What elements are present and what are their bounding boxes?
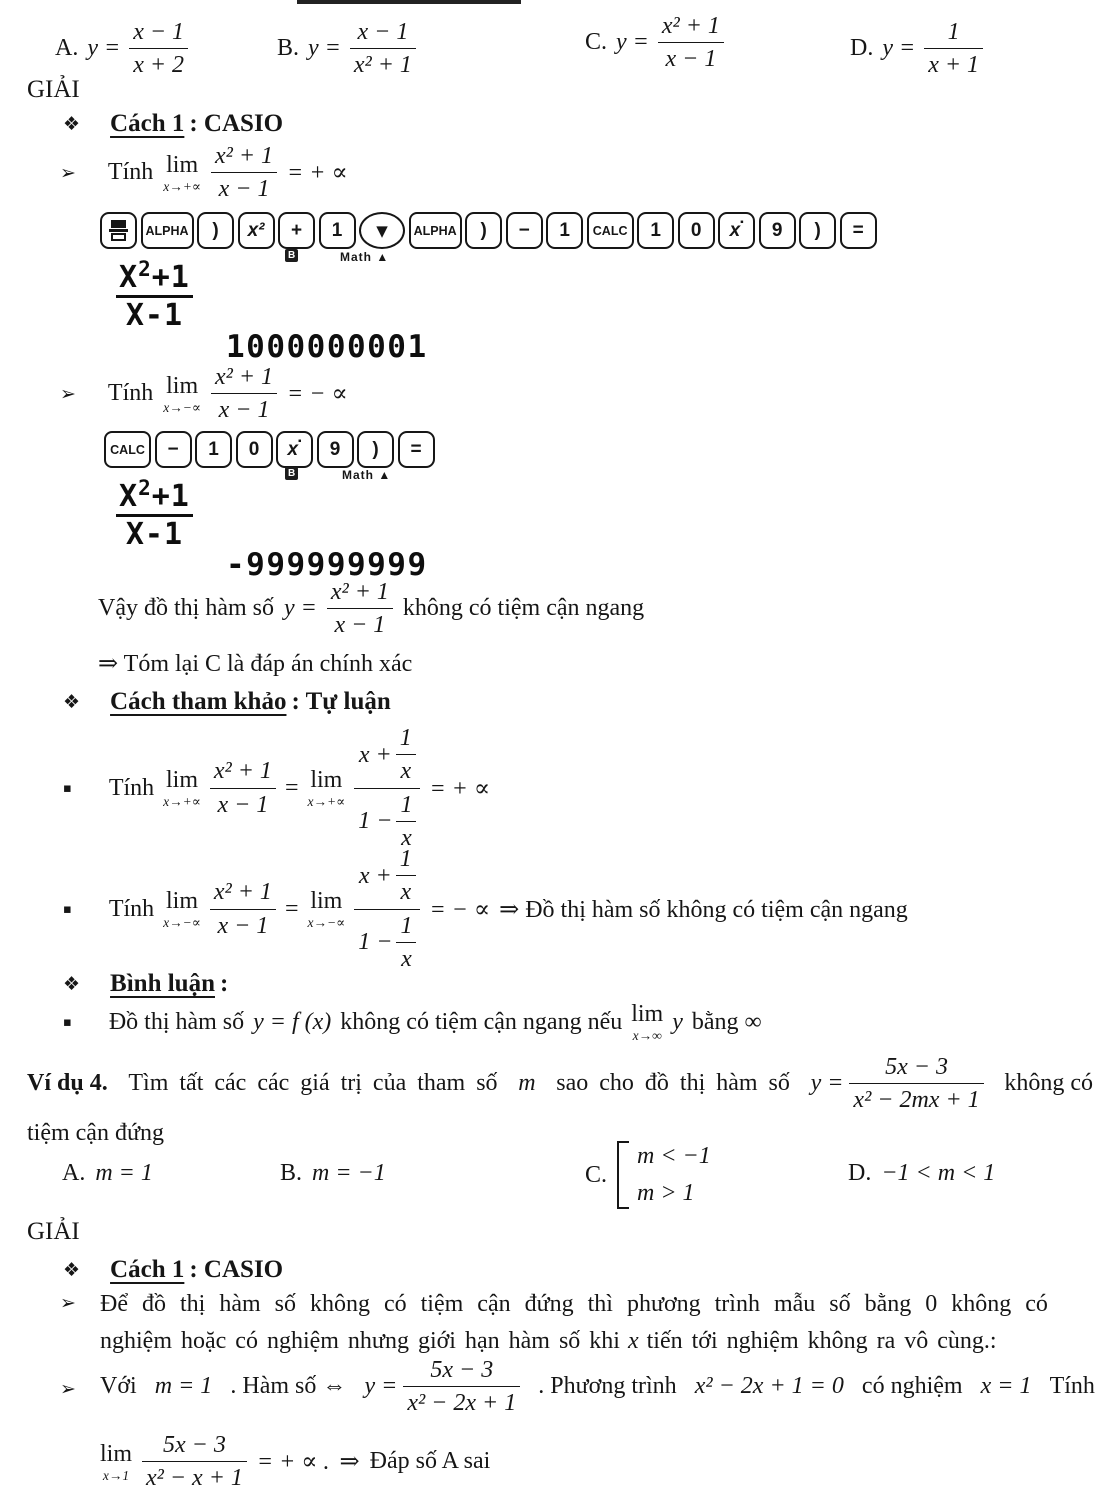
- parameter-m: m: [518, 1070, 536, 1097]
- equals-sign: =: [284, 895, 299, 922]
- equation-lhs: y =: [616, 29, 649, 56]
- inner-fraction: $\frac{1}{x}$: [396, 724, 416, 786]
- square-bullet-icon: ▪: [63, 901, 72, 917]
- compute-label: Tính: [107, 159, 154, 186]
- equals-key: =: [398, 431, 435, 468]
- option-label: D.: [848, 1160, 872, 1186]
- condition-line-2: nghiệm hoặc có nghiệm nhưng giới hạn hàm số khi x tiến tới nghiệm không ra vô cùng.:: [100, 1328, 997, 1354]
- text: có nghiệm: [861, 1373, 963, 1400]
- limit-result: = + ∝: [429, 775, 491, 802]
- option-label: A.: [55, 35, 79, 62]
- fraction: $\frac{\text{x² + 1}}{x - 1}$: [210, 878, 276, 940]
- answer-option-a: [62, 1160, 153, 1187]
- down-arrow-key: ▼: [359, 212, 405, 249]
- method-suffix: :: [219, 970, 229, 997]
- fraction: $\frac{5x - 3}{\text{x² − 2x + 1}}$: [403, 1356, 520, 1418]
- with-label: Với: [100, 1373, 137, 1400]
- square-bullet-icon: ▪: [63, 780, 72, 796]
- casio-key-row-1: [100, 212, 877, 249]
- minus-key: −: [155, 431, 192, 468]
- x-power-key: x ▪: [276, 431, 313, 468]
- limit-result: = − ∝: [287, 381, 348, 408]
- arrow-bullet-icon: ➢: [60, 382, 76, 405]
- answer-option-b: [277, 18, 416, 80]
- plus-key: +: [278, 212, 315, 249]
- limit-expression: lim x→+∝: [163, 766, 201, 809]
- inner-fraction: $\frac{1}{x}$: [396, 845, 416, 907]
- root-value: x = 1: [980, 1373, 1032, 1400]
- one-key: 1: [195, 431, 232, 468]
- square-bullet-icon: ▪: [63, 1014, 72, 1030]
- limit-result: = + ∝: [287, 160, 348, 187]
- zero-key: 0: [678, 212, 715, 249]
- text: . Hàm số ⇔: [230, 1373, 347, 1400]
- conclusion-line: [98, 578, 644, 640]
- nine-key: 9: [759, 212, 796, 249]
- limit-expression: lim x→1: [100, 1440, 133, 1483]
- condition-line-1: Để đồ thị hàm số không có tiệm cận đứng thì phương trình mẫu số bằng 0 không có: [100, 1291, 1048, 1317]
- equals-sign: =: [284, 774, 299, 801]
- equation-lhs: y =: [308, 35, 341, 62]
- alpha-key: ALPHA: [409, 212, 462, 249]
- calc-flag-b: B: [285, 249, 298, 262]
- arrow-bullet-icon: ➢: [60, 1292, 76, 1314]
- y-variable: y: [672, 1008, 683, 1035]
- case-bracket: [617, 1141, 629, 1209]
- calculator-display-expression: $X^2+1$ X-1: [116, 258, 193, 331]
- function-expression: y = $\frac{5x - 3}{\text{x² − 2x + 1}}$: [364, 1356, 520, 1418]
- calc-flag-math: Math ▲: [340, 250, 390, 264]
- method3-header: [63, 1256, 283, 1284]
- equals-key: =: [840, 212, 877, 249]
- function-notation: y = f (x): [253, 1008, 332, 1035]
- answer-a-wrong-text: Đáp số A sai: [369, 1448, 491, 1475]
- fraction-template-icon: [109, 220, 128, 242]
- statement-text: không có: [1004, 1070, 1093, 1097]
- example4-statement: [27, 1053, 1093, 1115]
- calculator-display-result-plus: 1000000001: [226, 329, 428, 365]
- essay-step-plus-infinity: [63, 724, 490, 852]
- method-suffix: : Tự luận: [291, 688, 391, 715]
- quadratic-equation: x² − 2x + 1 = 0: [694, 1373, 844, 1400]
- limit-result: = − ∝: [429, 896, 491, 923]
- limit-expression: lim x→−∝: [163, 887, 201, 930]
- page-top-crop-artifact: [297, 0, 521, 4]
- option-value: −1 < m < 1: [881, 1160, 996, 1186]
- calculator-display-expression: $X^2+1$ X-1: [116, 477, 193, 550]
- comment-pre: Đồ thị hàm số: [108, 1008, 245, 1035]
- close-paren-key: ): [357, 431, 394, 468]
- limit-expression: lim x→+∝: [163, 151, 201, 194]
- diamond-bullet-icon: ❖: [63, 113, 81, 135]
- close-paren-key: ): [197, 212, 234, 249]
- fraction-template-key: [100, 212, 137, 249]
- diamond-bullet-icon: ❖: [63, 1259, 81, 1281]
- one-key: 1: [319, 212, 356, 249]
- limit-expression: lim x→−∝: [163, 372, 201, 415]
- conclusion-post: không có tiệm cận ngang: [402, 595, 645, 622]
- casio-step-plus-infinity: [60, 142, 348, 204]
- case-m-equals-1-line: [100, 1356, 1095, 1418]
- option-label: B.: [280, 1160, 303, 1186]
- method-suffix: : CASIO: [189, 1256, 284, 1283]
- final-limit-line: [100, 1431, 490, 1493]
- comment-item: [63, 1002, 762, 1043]
- compound-fraction: x + $\frac{1}{x}$ 1 − $\frac{1}{x}$: [354, 845, 420, 973]
- minus-key: −: [506, 212, 543, 249]
- fraction: $\frac{\text{x² + 1}}{x - 1}$: [211, 363, 277, 425]
- one-key: 1: [637, 212, 674, 249]
- method-title: Cách 1: [110, 1256, 185, 1283]
- limit-expression: lim x→−∝: [307, 887, 346, 930]
- method2-header: [63, 688, 391, 716]
- conclusion-pre: Vậy đồ thị hàm số: [98, 595, 274, 622]
- calc-flag-b: B: [285, 467, 298, 480]
- answer-option-c: [585, 12, 724, 74]
- compute-label: Tính: [108, 895, 155, 922]
- case-values: m < −1 m > 1: [637, 1143, 711, 1206]
- answer-option-c: [585, 1141, 711, 1209]
- calculator-display-result-minus: -999999999: [226, 547, 428, 583]
- fraction: $\frac{\text{x² + 1}}{x - 1}$: [211, 142, 277, 204]
- answer-option-d: [848, 1160, 995, 1187]
- implies-arrow: ⇒: [339, 1449, 360, 1476]
- method-suffix: : CASIO: [189, 110, 284, 137]
- method-title: Cách 1: [110, 110, 185, 137]
- option-label: B.: [277, 35, 300, 62]
- compound-fraction: x + $\frac{1}{x}$ 1 − $\frac{1}{x}$: [354, 724, 420, 852]
- fraction: $\frac{5x - 3}{\text{x² − x + 1}}$: [142, 1431, 247, 1493]
- equation-lhs: y =: [882, 35, 916, 62]
- arrow-bullet-icon: ➢: [60, 161, 76, 184]
- option-value: m = 1: [95, 1160, 153, 1186]
- fraction: $\frac{x - 1}{\text{x² + 1}}$: [350, 18, 416, 80]
- function-expression: y = $\frac{5x - 3}{\text{x² − 2mx + 1}}$: [811, 1053, 984, 1115]
- statement-text: Tìm tất các các giá trị của tham số: [128, 1070, 498, 1097]
- example-title: Ví dụ 4.: [27, 1070, 108, 1097]
- arrow-bullet-icon: ➢: [60, 1378, 76, 1400]
- diamond-bullet-icon: ❖: [63, 973, 81, 995]
- x-squared-key: x²: [238, 212, 275, 249]
- comment-tail: bằng ∞: [691, 1008, 762, 1035]
- close-paren-key: ): [799, 212, 836, 249]
- option-value: m = −1: [312, 1160, 386, 1186]
- solution-heading: GIẢI: [27, 1218, 80, 1245]
- limit-result: = + ∝ .: [256, 1449, 330, 1476]
- answer-option-d: [850, 18, 983, 80]
- nine-key: 9: [317, 431, 354, 468]
- method-title: Bình luận: [110, 970, 215, 997]
- x-power-key: x ▪: [718, 212, 755, 249]
- comment-header: [63, 970, 228, 998]
- answer-option-b: [280, 1160, 386, 1187]
- equation-lhs: y =: [283, 595, 317, 622]
- casio-step-minus-infinity: [60, 363, 348, 425]
- fraction: $\frac{x - 1}{x + 2}$: [129, 18, 188, 80]
- alpha-key: ALPHA: [141, 212, 194, 249]
- solution-heading: GIẢI: [27, 76, 80, 103]
- fraction: $\frac{5x - 3}{\text{x² − 2mx + 1}}$: [849, 1053, 983, 1115]
- text: . Phương trình: [538, 1373, 677, 1400]
- option-label: A.: [62, 1160, 86, 1186]
- no-asymptote-implication: ⇒ Đồ thị hàm số không có tiệm cận ngang: [499, 896, 908, 923]
- equation-lhs: y =: [87, 35, 121, 62]
- calc-key: CALC: [587, 212, 634, 249]
- inner-fraction: $\frac{1}{x}$: [396, 912, 416, 974]
- fraction: $\frac{1}{x + 1}$: [924, 18, 983, 80]
- inner-fraction: $\frac{1}{x}$: [396, 791, 416, 853]
- limit-expression: lim x→+∝: [307, 766, 346, 809]
- compute-label: Tính: [107, 380, 154, 407]
- option-label: C.: [585, 1161, 608, 1188]
- statement-text: sao cho đồ thị hàm số: [556, 1070, 790, 1097]
- fraction: $\frac{\text{x² + 1}}{x - 1}$: [210, 757, 276, 819]
- answer-option-a: [55, 18, 188, 80]
- fraction: $\frac{\text{x² + 1}}{x - 1}$: [327, 578, 393, 640]
- limit-expression: lim x→∞: [631, 1001, 664, 1043]
- compute-label: Tính: [1049, 1373, 1095, 1400]
- example4-statement-line2: tiệm cận đứng: [27, 1120, 164, 1146]
- final-answer-line: ⇒ Tóm lại C là đáp án chính xác: [98, 651, 413, 677]
- compute-label: Tính: [108, 774, 155, 801]
- x-variable: x: [627, 1328, 639, 1354]
- zero-key: 0: [236, 431, 273, 468]
- method-title: Cách tham khảo: [110, 688, 287, 715]
- calc-flag-math: Math ▲: [342, 468, 392, 482]
- diamond-bullet-icon: ❖: [63, 691, 81, 713]
- close-paren-key: ): [465, 212, 502, 249]
- calc-key: CALC: [104, 431, 151, 468]
- comment-mid: không có tiệm cận ngang nếu: [340, 1008, 623, 1035]
- casio-key-row-2: [104, 431, 435, 468]
- one-key: 1: [546, 212, 583, 249]
- method1-header: [63, 110, 283, 138]
- fraction: $\frac{\text{x² + 1}}{x - 1}$: [658, 12, 724, 74]
- option-label: C.: [585, 29, 608, 56]
- option-label: D.: [850, 35, 874, 62]
- m-value: m = 1: [154, 1373, 213, 1400]
- essay-step-minus-infinity: [63, 845, 908, 973]
